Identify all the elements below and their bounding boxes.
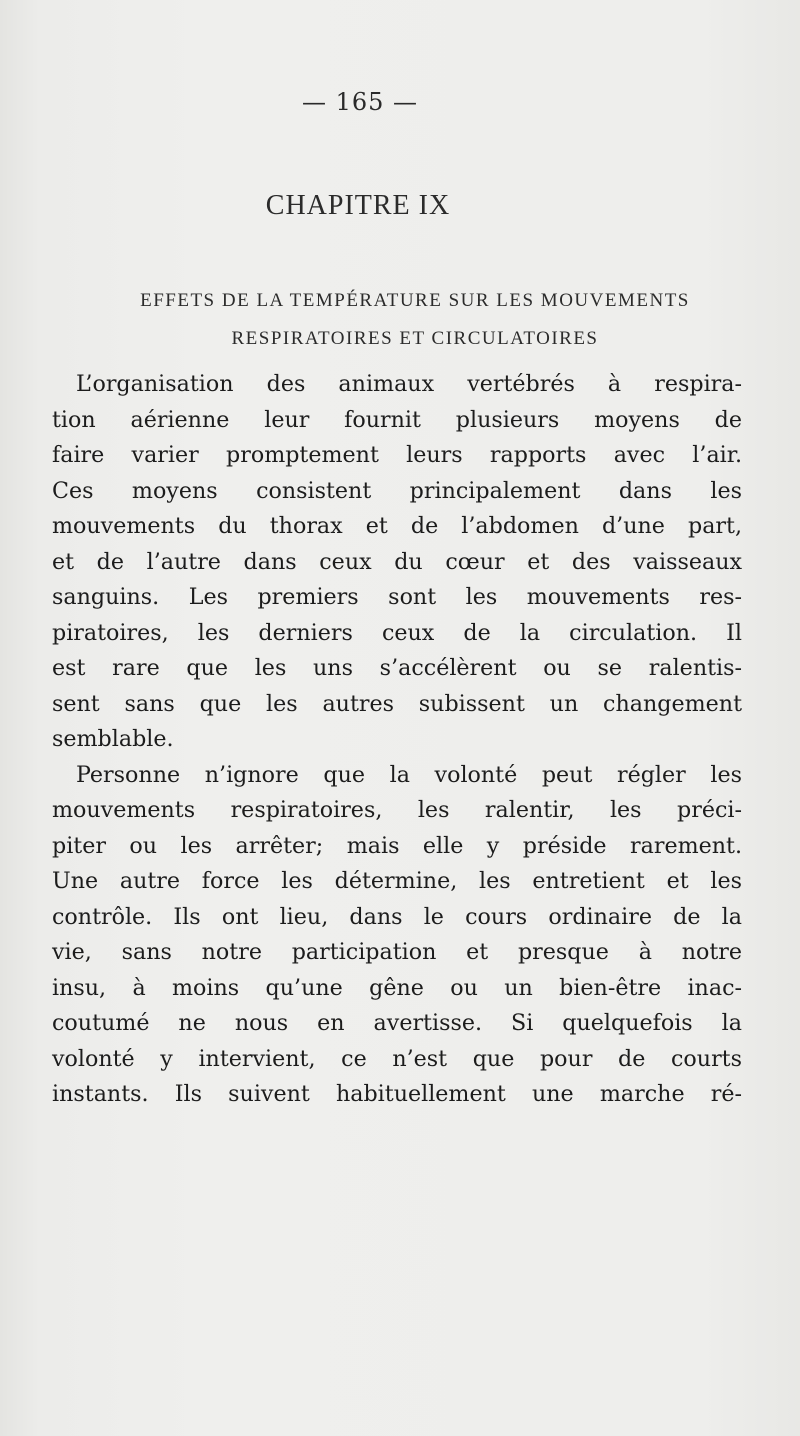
text-line: faire varier promptement leurs rapports avec l’air. xyxy=(52,442,742,468)
text-line: Une autre force les détermine, les entretient et les xyxy=(52,868,742,894)
text-line: mouvements du thorax et de l’abdomen d’une part, xyxy=(52,513,742,539)
text-line: piter ou les arrêter; mais elle y préside rarement. xyxy=(52,832,742,859)
text-line: Personne n’ignore que la volonté peut régler les xyxy=(76,761,742,788)
section-title xyxy=(30,282,800,358)
page-number: — 165 — xyxy=(301,88,419,116)
paragraph-2 xyxy=(52,758,742,1113)
text-line: sanguins. Les premiers sont les mouvements res- xyxy=(52,584,742,610)
text-line: instants. Ils suivent habituellement une marche ré- xyxy=(52,1081,742,1107)
text-line: coutumé ne nous en avertisse. Si quelquefois la xyxy=(52,1010,742,1036)
text-line: vie, sans notre participation et presque à notre xyxy=(52,939,742,965)
section-title-line-1: EFFETS DE LA TEMPÉRATURE SUR LES MOUVEMENTS xyxy=(140,290,690,311)
text-line: mouvements respiratoires, les ralentir, les préci- xyxy=(52,797,742,823)
text-line: contrôle. Ils ont lieu, dans le cours ordinaire de la xyxy=(52,903,742,930)
text-line: semblable. xyxy=(52,726,174,752)
text-line: et de l’autre dans ceux du cœur et des vaisseaux xyxy=(52,548,742,575)
text-line: Ces moyens consistent principalement dans les xyxy=(52,477,742,504)
text-line: volonté y intervient, ce n’est que pour de courts xyxy=(52,1045,742,1072)
section-title-line-2: RESPIRATOIRES ET CIRCULATOIRES xyxy=(231,328,599,349)
paragraph-1 xyxy=(52,367,742,758)
text-line: est rare que les uns s’accélèrent ou se ralentis- xyxy=(52,655,742,681)
chapter-title: CHAPITRE IX xyxy=(265,190,451,221)
body-text xyxy=(52,367,742,1113)
text-line: insu, à moins qu’une gêne ou un bien-être inac- xyxy=(52,974,742,1001)
text-line: sent sans que les autres subissent un changement xyxy=(52,690,742,717)
text-line: L’organisation des animaux vertébrés à respira- xyxy=(76,371,742,397)
text-line: tion aérienne leur fournit plusieurs moyens de xyxy=(52,406,742,433)
text-line: piratoires, les derniers ceux de la circulation. Il xyxy=(52,619,742,646)
